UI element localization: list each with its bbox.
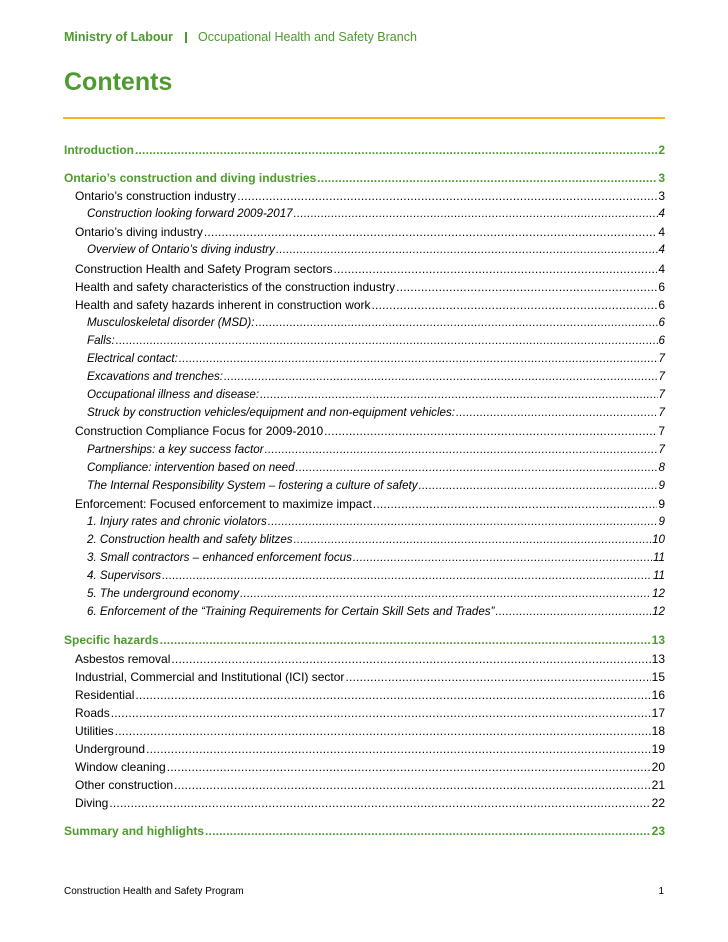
toc-entry[interactable] [64,314,665,332]
toc-entry[interactable] [64,513,665,531]
toc-entry[interactable] [64,531,665,549]
toc-dot-leader [111,704,651,722]
toc-entry-page: 22 [651,796,665,811]
toc-entry-page: 10 [652,532,665,546]
toc-dot-leader [109,794,650,812]
toc-entry[interactable] [64,223,665,241]
toc-entry-title: Ontario’s construction and diving industries [64,171,317,186]
toc-dot-leader [419,477,658,495]
toc-entry-page: 4 [658,207,665,221]
toc-entry-page: 15 [651,669,665,684]
toc-entry-page: 12 [652,587,665,601]
toc-entry-page: 9 [658,478,665,492]
toc-entry[interactable] [64,141,665,159]
page-title: Contents [64,68,173,96]
toc-entry-title: Electrical contact: [87,352,178,366]
toc-entry-title: 6. Enforcement of the “Training Requirements for Certain Skill Sets and Trades” [87,605,495,619]
toc-entry-page: 16 [651,687,665,702]
toc-dot-leader [324,422,657,440]
toc-entry-page: 12 [652,605,665,619]
toc-entry-page: 4 [658,225,665,240]
toc-entry-title: Industrial, Commercial and Institutional (ICI) sector [75,669,345,684]
toc-entry-title: The Internal Responsibility System – fostering a culture of safety [87,478,418,492]
toc-entry-title: Health and safety characteristics of the construction industry [75,279,396,294]
toc-dot-leader [174,776,651,794]
toc-entry-title: Utilities [75,723,114,738]
toc-entry-title: Diving [75,796,109,811]
footer-page-number: 1 [658,886,664,897]
toc-entry-title: Overview of Ontario’s diving industry [87,243,275,257]
toc-entry[interactable] [64,631,665,649]
toc-dot-leader [204,223,657,241]
toc-entry-title: Ontario’s construction industry [75,189,237,204]
toc-dot-leader [265,441,658,459]
toc-dot-leader [268,513,658,531]
toc-dot-leader [372,296,658,314]
toc-entry-title: Partnerships: a key success factor [87,442,264,456]
toc-entry[interactable] [64,260,665,278]
toc-entry-title: Asbestos removal [75,651,171,666]
toc-dot-leader [115,722,651,740]
toc-entry[interactable] [64,169,665,187]
toc-entry-page: 2 [658,143,665,157]
toc-entry[interactable] [64,567,665,585]
toc-entry[interactable] [64,422,665,440]
toc-entry[interactable] [64,332,665,350]
toc-entry[interactable] [64,241,665,259]
toc-dot-leader [456,404,658,422]
toc-entry[interactable] [64,549,665,567]
toc-entry[interactable] [64,386,665,404]
toc-dot-leader [179,350,658,368]
toc-entry[interactable] [64,776,665,794]
toc-dot-leader [260,386,657,404]
toc-dot-leader [345,668,650,686]
page-header [64,30,417,44]
toc-entry-title: Other construction [75,778,174,793]
toc-entry-page: 7 [658,442,665,456]
toc-dot-leader [276,241,658,259]
toc-dot-leader [396,278,657,296]
toc-entry-title: Construction looking forward 2009-2017 [87,207,293,221]
toc-entry[interactable] [64,368,665,386]
toc-entry-page: 6 [658,333,665,347]
header-separator [185,32,187,43]
toc-dot-leader [317,169,657,187]
toc-entry-title: Struck by construction vehicles/equipment and non-equipment vehicles: [87,406,455,420]
toc-entry-title: 2. Construction health and safety blitzes [87,532,293,546]
toc-dot-leader [167,758,651,776]
toc-entry-title: 4. Supervisors [87,569,162,583]
toc-entry-title: Occupational illness and disease: [87,388,260,402]
toc-entry[interactable] [64,278,665,296]
toc-dot-leader [296,459,658,477]
toc-entry[interactable] [64,350,665,368]
toc-entry-title: Enforcement: Focused enforcement to maximize impact [75,496,372,511]
toc-entry-page: 13 [651,651,665,666]
toc-entry[interactable] [64,758,665,776]
toc-entry-title: Window cleaning [75,760,166,775]
toc-dot-leader [162,567,652,585]
toc-entry-title: Compliance: intervention based on need [87,460,295,474]
toc-dot-leader [135,686,650,704]
toc-entry[interactable] [64,495,665,513]
toc-dot-leader [237,187,657,205]
toc-entry-title: Specific hazards [64,633,159,648]
toc-dot-leader [333,260,657,278]
toc-entry-page: 7 [658,370,665,384]
toc-entry[interactable] [64,441,665,459]
title-divider [63,117,665,119]
toc-entry-page: 3 [658,189,665,204]
toc-entry[interactable] [64,404,665,422]
toc-entry-page: 6 [658,297,665,312]
footer-document-title: Construction Health and Safety Program [64,886,244,897]
toc-entry-title: Construction Health and Safety Program sectors [75,261,333,276]
toc-entry-title: Roads [75,705,110,720]
toc-dot-leader [205,822,651,840]
toc-entry[interactable] [64,722,665,740]
toc-dot-leader [171,650,650,668]
toc-entry[interactable] [64,187,665,205]
toc-entry[interactable] [64,477,665,495]
toc-entry-page: 9 [658,496,665,511]
toc-entry[interactable] [64,740,665,758]
toc-entry-title: Construction Compliance Focus for 2009-2010 [75,424,324,439]
toc-entry-title: 5. The underground economy [87,587,240,601]
toc-entry-page: 6 [658,315,665,329]
toc-entry-page: 18 [651,723,665,738]
toc-entry[interactable] [64,603,665,621]
table-of-contents [64,141,665,840]
toc-entry-title: Underground [75,742,146,756]
toc-dot-leader [353,549,652,567]
toc-entry-page: 20 [651,760,665,775]
toc-entry-page: 13 [651,633,665,648]
toc-entry[interactable] [64,794,665,812]
toc-dot-leader [294,531,652,549]
toc-entry-page: 7 [658,388,665,402]
toc-entry-title: Summary and highlights [64,824,205,839]
toc-entry-title: Ontario’s diving industry [75,225,203,240]
toc-entry[interactable] [64,822,665,840]
toc-entry[interactable] [64,459,665,477]
toc-entry-title: Excavations and trenches: [87,370,223,384]
toc-entry-page: 6 [658,279,665,294]
toc-entry[interactable] [64,205,665,223]
toc-entry-title: Residential [75,687,135,702]
toc-entry-page: 7 [658,406,665,420]
toc-dot-leader [116,332,658,350]
toc-entry-title: 3. Small contractors – enhanced enforcement focus [87,551,352,565]
toc-entry-page: 7 [658,424,665,439]
toc-dot-leader [240,585,651,603]
toc-dot-leader [294,205,658,223]
toc-dot-leader [256,314,658,332]
toc-entry-title: 1. Injury rates and chronic violators [87,514,267,528]
toc-dot-leader [146,740,651,758]
toc-entry[interactable] [64,704,665,722]
toc-entry-page: 11 [652,551,665,565]
toc-entry-page: 11 [652,569,665,583]
toc-entry-page: 4 [658,261,665,276]
toc-entry-title: Introduction [64,143,134,157]
toc-entry-page: 3 [658,171,665,186]
toc-entry-title: Health and safety hazards inherent in construction work [75,297,371,312]
toc-dot-leader [373,495,658,513]
toc-entry-page: 4 [658,243,665,257]
toc-entry[interactable] [64,650,665,668]
toc-entry[interactable] [64,585,665,603]
toc-dot-leader [160,631,651,649]
ministry-name: Ministry of Labour [64,30,174,44]
toc-entry-title: Falls: [87,333,115,347]
toc-entry-page: 19 [651,742,665,756]
toc-dot-leader [135,141,657,159]
toc-entry[interactable] [64,686,665,704]
toc-entry-page: 9 [658,514,665,528]
toc-entry-page: 17 [651,705,665,720]
toc-dot-leader [224,368,658,386]
toc-entry-page: 21 [651,778,665,793]
toc-dot-leader [495,603,651,621]
toc-entry-page: 8 [658,460,665,474]
toc-entry[interactable] [64,296,665,314]
toc-entry-title: Musculoskeletal disorder (MSD): [87,315,255,329]
toc-entry[interactable] [64,668,665,686]
toc-entry-page: 23 [651,824,665,839]
branch-name: Occupational Health and Safety Branch [198,30,417,44]
toc-entry-page: 7 [658,352,665,366]
